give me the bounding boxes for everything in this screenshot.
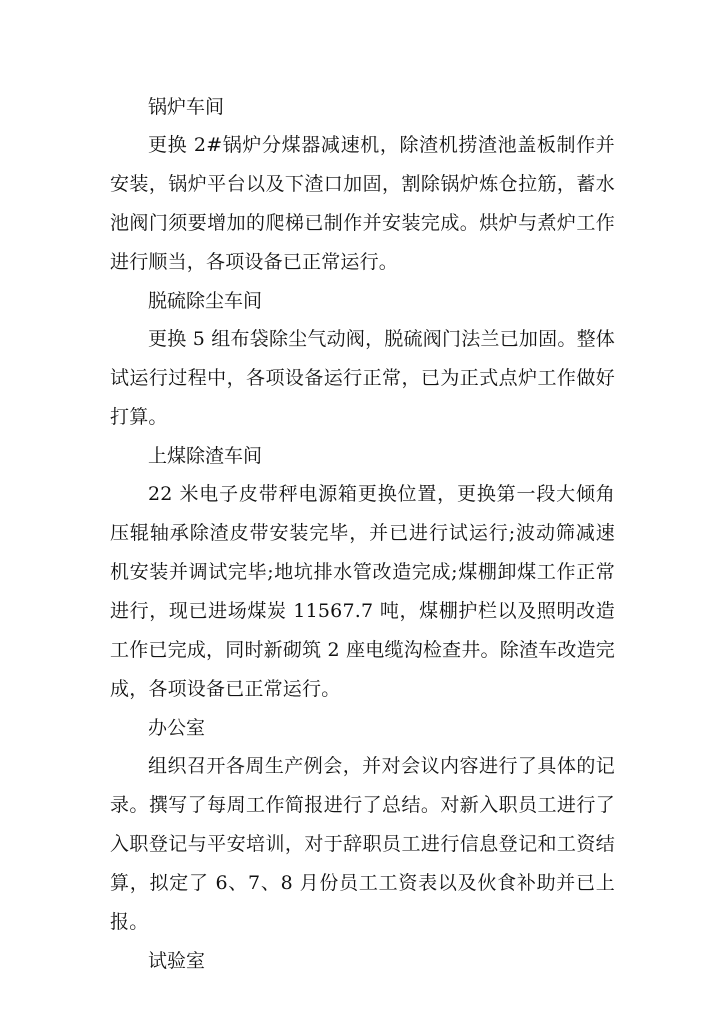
section-paragraph: 更换 5 组布袋除尘气动阀，脱硫阀门法兰已加固。整体试运行过程中，各项设备运行正常，已为正式点炉工作做好打算。: [110, 328, 615, 428]
section-heading: 试验室: [148, 950, 206, 972]
section-heading: 脱硫除尘车间: [148, 290, 263, 312]
section-paragraph: 组织召开各周生产例会，并对会议内容进行了具体的记录。撰写了每周工作简报进行了总结。对新入职员工进行了入职登记与平安培训，对于辞职员工进行信息登记和工资结算，拟定了 6、7、8 月份员工工资表以及伙食补助并已上报。: [110, 755, 615, 933]
section-heading: 办公室: [148, 717, 206, 739]
section-heading: 上煤除渣车间: [148, 445, 263, 467]
section-office: [110, 709, 615, 942]
section-paragraph: 22 米电子皮带秤电源箱更换位置，更换第一段大倾角压辊轴承除渣皮带安装完毕，并已进行试运行;波动筛减速机安装并调试完毕;地坑排水管改造完成;煤棚卸煤工作正常进行，现已进场煤炭 11567.7 吨，煤棚护栏以及照明改造工作已完成，同时新砌筑 2 座电缆沟检查井。除渣车改造完成，各项设备已正常运行。: [110, 483, 615, 700]
section-laboratory: [110, 942, 615, 980]
section-desulfurization-workshop: [110, 282, 615, 437]
section-coal-slag-workshop: [110, 437, 615, 709]
section-heading: 锅炉车间: [148, 96, 225, 118]
document-content: [110, 88, 615, 980]
section-paragraph: 更换 2#锅炉分煤器减速机，除渣机捞渣池盖板制作并安装，锅炉平台以及下渣口加固，割除锅炉炼仓拉筋，蓄水池阀门须要增加的爬梯已制作并安装完成。烘炉与煮炉工作进行顺当，各项设备已正常运行。: [110, 134, 615, 273]
section-boiler-workshop: [110, 88, 615, 282]
